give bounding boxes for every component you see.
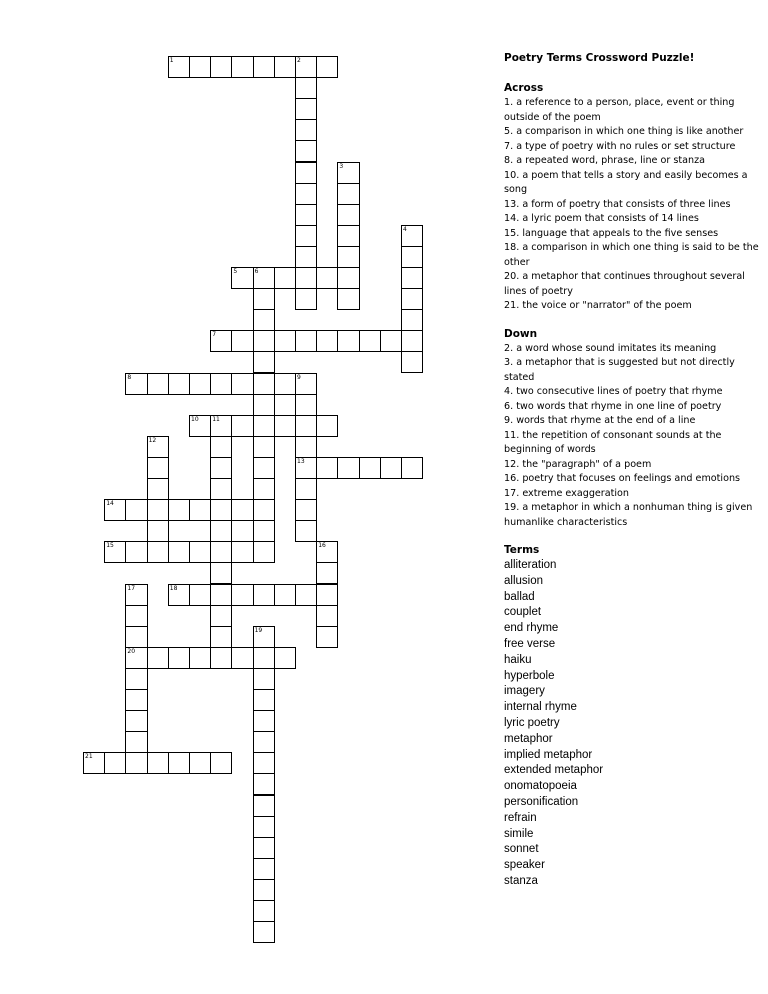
grid-cell[interactable]	[210, 541, 232, 563]
clue-number: 10	[504, 169, 517, 181]
clue-text: a comparison in which one thing is said to be the other	[504, 242, 759, 268]
grid-cell[interactable]	[295, 330, 317, 352]
terms-list	[504, 558, 766, 890]
grid-cell[interactable]	[253, 415, 275, 437]
across-clue: 20. a metaphor that continues throughout several lines of poetry	[504, 271, 745, 297]
grid-cell[interactable]	[189, 647, 211, 669]
grid-cell[interactable]	[295, 520, 317, 542]
grid-cell[interactable]	[295, 183, 317, 205]
grid-cell[interactable]	[253, 436, 275, 458]
term-item: sonnet	[504, 843, 539, 856]
grid-cell[interactable]	[210, 520, 232, 542]
grid-cell[interactable]	[210, 626, 232, 648]
grid-cell[interactable]	[274, 373, 296, 395]
grid-cell[interactable]	[295, 140, 317, 162]
down-section	[504, 328, 766, 531]
grid-number: 19	[254, 626, 263, 634]
grid-cell[interactable]	[168, 541, 190, 563]
across-clue: 13. a form of poetry that consists of three lines	[504, 198, 731, 210]
clue-number: 17	[504, 487, 517, 499]
grid-cell[interactable]	[125, 752, 147, 774]
grid-cell[interactable]	[337, 457, 359, 479]
grid-cell[interactable]	[359, 457, 381, 479]
grid-cell[interactable]	[253, 309, 275, 331]
clue-text: a form of poetry that consists of three lines	[522, 198, 731, 210]
grid-cell[interactable]	[253, 773, 275, 795]
grid-cell[interactable]	[253, 351, 275, 373]
grid-cell[interactable]	[295, 436, 317, 458]
clue-text: a metaphor in which a nonhuman thing is given humanlike characteristics	[504, 502, 753, 528]
grid-cell[interactable]	[401, 330, 423, 352]
clue-number: 21	[504, 300, 517, 311]
grid-cell[interactable]	[231, 584, 253, 606]
clue-number: 14	[504, 213, 517, 224]
grid-cell[interactable]	[274, 584, 296, 606]
term-item: imagery	[504, 685, 545, 698]
grid-cell[interactable]	[253, 710, 275, 732]
clue-number: 7	[504, 140, 511, 152]
grid-cell[interactable]	[359, 330, 381, 352]
grid-cell[interactable]	[253, 879, 275, 901]
grid-cell[interactable]	[274, 330, 296, 352]
grid-cell[interactable]	[147, 499, 169, 521]
grid-cell[interactable]	[401, 309, 423, 331]
grid-cell[interactable]	[125, 710, 147, 732]
grid-cell[interactable]	[253, 499, 275, 521]
grid-cell[interactable]	[253, 478, 275, 500]
grid-cell[interactable]	[253, 330, 275, 352]
across-clue: 7. a type of poetry with no rules or set structure	[504, 140, 736, 152]
grid-number: 14	[106, 500, 114, 508]
grid-cell[interactable]	[210, 499, 232, 521]
clue-text: a word whose sound imitates its meaning	[516, 342, 717, 354]
grid-cell[interactable]	[125, 499, 147, 521]
grid-cell[interactable]	[253, 520, 275, 542]
grid-number: 11	[212, 415, 220, 423]
grid-cell[interactable]	[210, 584, 232, 606]
clue-number: 12	[504, 458, 517, 470]
term-item: free verse	[504, 637, 556, 650]
grid-cell[interactable]	[147, 478, 169, 500]
grid-number: 9	[297, 373, 301, 381]
grid-cell[interactable]	[401, 246, 423, 268]
grid-cell[interactable]	[253, 731, 275, 753]
term-item: speaker	[504, 859, 545, 872]
across-clue: 15. language that appeals to the five senses	[504, 227, 719, 239]
grid-cell[interactable]	[274, 56, 296, 78]
grid-cell[interactable]	[274, 415, 296, 437]
grid-cell[interactable]	[189, 56, 211, 78]
grid-cell[interactable]	[147, 541, 169, 563]
grid-number: 21	[85, 753, 93, 761]
clue-number: 11	[504, 429, 517, 441]
clue-text: words that rhyme at the end of a line	[516, 415, 696, 426]
clue-text: extreme exaggeration	[522, 487, 630, 499]
grid-cell[interactable]	[295, 77, 317, 99]
clue-number: 2	[504, 342, 511, 354]
grid-cell[interactable]	[125, 668, 147, 690]
grid-cell[interactable]	[401, 351, 423, 373]
grid-number: 16	[318, 542, 326, 550]
grid-cell[interactable]	[210, 373, 232, 395]
clue-number: 19	[504, 502, 517, 513]
clue-text: a reference to a person, place, event or thing outside of the poem	[504, 97, 735, 123]
term-item: haiku	[504, 653, 532, 666]
grid-cell[interactable]	[316, 584, 338, 606]
grid-cell[interactable]	[295, 288, 317, 310]
grid-cell[interactable]	[189, 373, 211, 395]
across-clue: 21. the voice or "narrator" of the poem	[504, 300, 692, 311]
down-clue: 16. poetry that focuses on feelings and emotions	[504, 473, 741, 484]
across-heading: Across	[504, 82, 544, 94]
grid-cell[interactable]	[125, 626, 147, 648]
grid-number: 13	[297, 457, 305, 465]
clue-text: a lyric poem that consists of 14 lines	[522, 213, 699, 224]
grid-cell[interactable]	[231, 415, 253, 437]
grid-cell[interactable]	[337, 225, 359, 247]
clue-number: 5	[504, 126, 511, 137]
clue-text: a metaphor that continues throughout several lines of poetry	[504, 271, 745, 297]
grid-cell[interactable]	[231, 330, 253, 352]
grid-number: 10	[191, 415, 199, 423]
clue-number: 13	[504, 198, 517, 210]
grid-cell[interactable]	[253, 288, 275, 310]
grid-cell[interactable]	[231, 499, 253, 521]
grid-number: 17	[127, 584, 136, 592]
grid-cell[interactable]	[295, 415, 317, 437]
grid-cell[interactable]	[401, 267, 423, 289]
terms-heading: Terms	[504, 544, 540, 556]
grid-cell[interactable]	[295, 119, 317, 141]
term-item: end rhyme	[504, 622, 559, 635]
grid-cell[interactable]	[253, 837, 275, 859]
clue-panel	[504, 52, 766, 904]
grid-cell[interactable]	[316, 267, 338, 289]
grid-cell[interactable]	[210, 562, 232, 584]
grid-number: 7	[212, 331, 217, 339]
grid-cell[interactable]	[168, 647, 190, 669]
grid-cell[interactable]	[295, 246, 317, 268]
across-clue: 1. a reference to a person, place, event or thing outside of the poem	[504, 97, 735, 123]
grid-cell[interactable]	[147, 457, 169, 479]
down-clue: 2. a word whose sound imitates its meaning	[504, 342, 717, 354]
down-heading: Down	[504, 327, 538, 340]
grid-cell[interactable]	[125, 541, 147, 563]
down-clue: 9. words that rhyme at the end of a line	[504, 415, 696, 426]
grid-cell[interactable]	[253, 795, 275, 817]
clue-text: a metaphor that is suggested but not directly stated	[504, 357, 735, 383]
grid-cell[interactable]	[380, 330, 402, 352]
grid-cell[interactable]	[295, 478, 317, 500]
grid-cell[interactable]	[316, 626, 338, 648]
grid-cell[interactable]	[147, 752, 169, 774]
clue-number: 6	[504, 400, 511, 412]
clue-text: a repeated word, phrase, line or stanza	[516, 155, 705, 166]
across-clue-list	[504, 96, 766, 314]
clue-number: 20	[504, 271, 517, 282]
grid-cell[interactable]	[380, 457, 402, 479]
grid-cell[interactable]	[210, 647, 232, 669]
grid-cell[interactable]	[189, 584, 211, 606]
clue-text: the "paragraph" of a poem	[522, 458, 652, 470]
clue-number: 9	[504, 415, 511, 426]
down-clue: 11. the repetition of consonant sounds at the beginning of words	[504, 429, 722, 455]
grid-cell[interactable]	[147, 373, 169, 395]
grid-cell[interactable]	[274, 647, 296, 669]
grid-cell[interactable]	[316, 415, 338, 437]
grid-cell[interactable]	[337, 204, 359, 226]
term-item: extended metaphor	[504, 764, 604, 777]
grid-cell[interactable]	[210, 478, 232, 500]
grid-cell[interactable]	[104, 752, 126, 774]
clue-text: a type of poetry with no rules or set structure	[516, 140, 736, 152]
grid-cell[interactable]	[210, 56, 232, 78]
grid-cell[interactable]	[147, 520, 169, 542]
grid-cell[interactable]	[253, 373, 275, 395]
clue-number: 15	[504, 227, 517, 239]
grid-cell[interactable]	[337, 288, 359, 310]
grid-cell[interactable]	[253, 56, 275, 78]
grid-cell[interactable]	[337, 246, 359, 268]
clue-text: language that appeals to the five senses	[522, 227, 719, 239]
grid-cell[interactable]	[231, 56, 253, 78]
grid-cell[interactable]	[253, 394, 275, 416]
clue-text: a poem that tells a story and easily becomes a song	[504, 169, 748, 195]
grid-number: 15	[106, 542, 114, 550]
grid-cell[interactable]	[295, 394, 317, 416]
grid-cell[interactable]	[337, 330, 359, 352]
grid-cell[interactable]	[210, 436, 232, 458]
grid-number: 5	[233, 268, 238, 275]
grid-cell[interactable]	[295, 225, 317, 247]
grid-cell[interactable]	[401, 288, 423, 310]
term-item: metaphor	[504, 732, 553, 745]
clue-number: 4	[504, 386, 511, 397]
grid-cell[interactable]	[274, 267, 296, 289]
grid-number: 2	[297, 57, 301, 64]
grid-cell[interactable]	[316, 605, 338, 627]
clue-number: 1	[504, 97, 511, 108]
term-item: implied metaphor	[504, 748, 593, 761]
grid-cell[interactable]	[168, 752, 190, 774]
down-clue: 19. a metaphor in which a nonhuman thing is given humanlike characteristics	[504, 502, 753, 528]
grid-number: 18	[169, 584, 178, 592]
grid-cell[interactable]	[295, 267, 317, 289]
grid-cell[interactable]	[316, 330, 338, 352]
grid-number: 6	[254, 268, 259, 275]
term-item: alliteration	[504, 559, 557, 571]
clue-text: the voice or "narrator" of the poem	[522, 300, 692, 311]
grid-cell[interactable]	[210, 752, 232, 774]
across-clue: 5. a comparison in which one thing is like another	[504, 126, 744, 137]
down-clue: 3. a metaphor that is suggested but not directly stated	[504, 357, 735, 383]
across-section	[504, 82, 766, 314]
grid-cell[interactable]	[210, 605, 232, 627]
term-item: hyperbole	[504, 669, 555, 682]
grid-number: 3	[339, 162, 344, 170]
grid-cell[interactable]	[253, 752, 275, 774]
clue-text: poetry that focuses on feelings and emotions	[522, 473, 741, 484]
clue-text: a comparison in which one thing is like another	[516, 126, 744, 137]
grid-cell[interactable]	[316, 562, 338, 584]
grid-number: 20	[127, 647, 136, 655]
grid-cell[interactable]	[253, 921, 275, 943]
grid-cell[interactable]	[168, 373, 190, 395]
grid-cell[interactable]	[295, 499, 317, 521]
grid-cell[interactable]	[231, 373, 253, 395]
clue-number: 8	[504, 155, 511, 166]
clue-number: 3	[504, 357, 511, 368]
term-item: lyric poetry	[504, 716, 560, 729]
term-item: stanza	[504, 874, 538, 887]
clue-text: two consecutive lines of poetry that rhyme	[516, 386, 723, 397]
across-clue: 14. a lyric poem that consists of 14 lines	[504, 213, 699, 224]
down-clue: 17. extreme exaggeration	[504, 487, 630, 499]
clue-text: the repetition of consonant sounds at the beginning of words	[504, 429, 722, 455]
grid-cell[interactable]	[125, 605, 147, 627]
grid-cell[interactable]	[125, 731, 147, 753]
grid-cell[interactable]	[189, 499, 211, 521]
terms-section	[504, 544, 766, 890]
puzzle-title: Poetry Terms Crossword Puzzle!	[504, 52, 695, 64]
grid-number: 4	[403, 225, 407, 233]
term-item: simile	[504, 827, 534, 840]
grid-cell[interactable]	[295, 162, 317, 184]
clue-number: 16	[504, 473, 517, 484]
term-item: refrain	[504, 811, 537, 824]
down-clue: 6. two words that rhyme in one line of poetry	[504, 400, 722, 412]
grid-cell[interactable]	[337, 267, 359, 289]
across-clue: 18. a comparison in which one thing is said to be the other	[504, 242, 759, 268]
down-clue: 4. two consecutive lines of poetry that rhyme	[504, 386, 723, 397]
grid-cell[interactable]	[231, 647, 253, 669]
grid-cell[interactable]	[189, 752, 211, 774]
across-clue: 8. a repeated word, phrase, line or stanza	[504, 155, 705, 166]
down-clue: 12. the "paragraph" of a poem	[504, 458, 652, 470]
grid-cell[interactable]	[253, 689, 275, 711]
clue-number: 18	[504, 242, 517, 253]
grid-cell[interactable]	[401, 457, 423, 479]
grid-cell[interactable]	[253, 584, 275, 606]
term-item: couplet	[504, 606, 542, 619]
grid-cell[interactable]	[147, 647, 169, 669]
grid-cell[interactable]	[295, 584, 317, 606]
grid-cell[interactable]	[253, 816, 275, 838]
across-clue: 10. a poem that tells a story and easily becomes a song	[504, 169, 748, 195]
grid-cell[interactable]	[316, 56, 338, 78]
term-item: onomatopoeia	[504, 780, 577, 793]
term-item: allusion	[504, 574, 543, 587]
grid-cell[interactable]	[253, 647, 275, 669]
clue-text: two words that rhyme in one line of poetry	[516, 400, 722, 412]
grid-cell[interactable]	[253, 541, 275, 563]
grid-cell[interactable]	[125, 689, 147, 711]
term-item: ballad	[504, 590, 535, 603]
grid-cell[interactable]	[316, 457, 338, 479]
grid-cell[interactable]	[231, 541, 253, 563]
grid-cell[interactable]	[253, 858, 275, 880]
term-item: internal rhyme	[504, 701, 577, 714]
grid-number: 8	[127, 373, 132, 381]
grid-number: 12	[148, 436, 157, 444]
grid-cell[interactable]	[253, 900, 275, 922]
grid-cell[interactable]	[295, 98, 317, 120]
grid-cell[interactable]	[168, 499, 190, 521]
grid-cell[interactable]	[337, 183, 359, 205]
grid-cell[interactable]	[189, 541, 211, 563]
grid-cell[interactable]	[253, 668, 275, 690]
grid-number: 1	[169, 57, 174, 64]
grid-cell[interactable]	[210, 457, 232, 479]
down-clue-list	[504, 342, 766, 531]
grid-cell[interactable]	[253, 457, 275, 479]
term-item: personification	[504, 795, 579, 808]
grid-cell[interactable]	[295, 204, 317, 226]
